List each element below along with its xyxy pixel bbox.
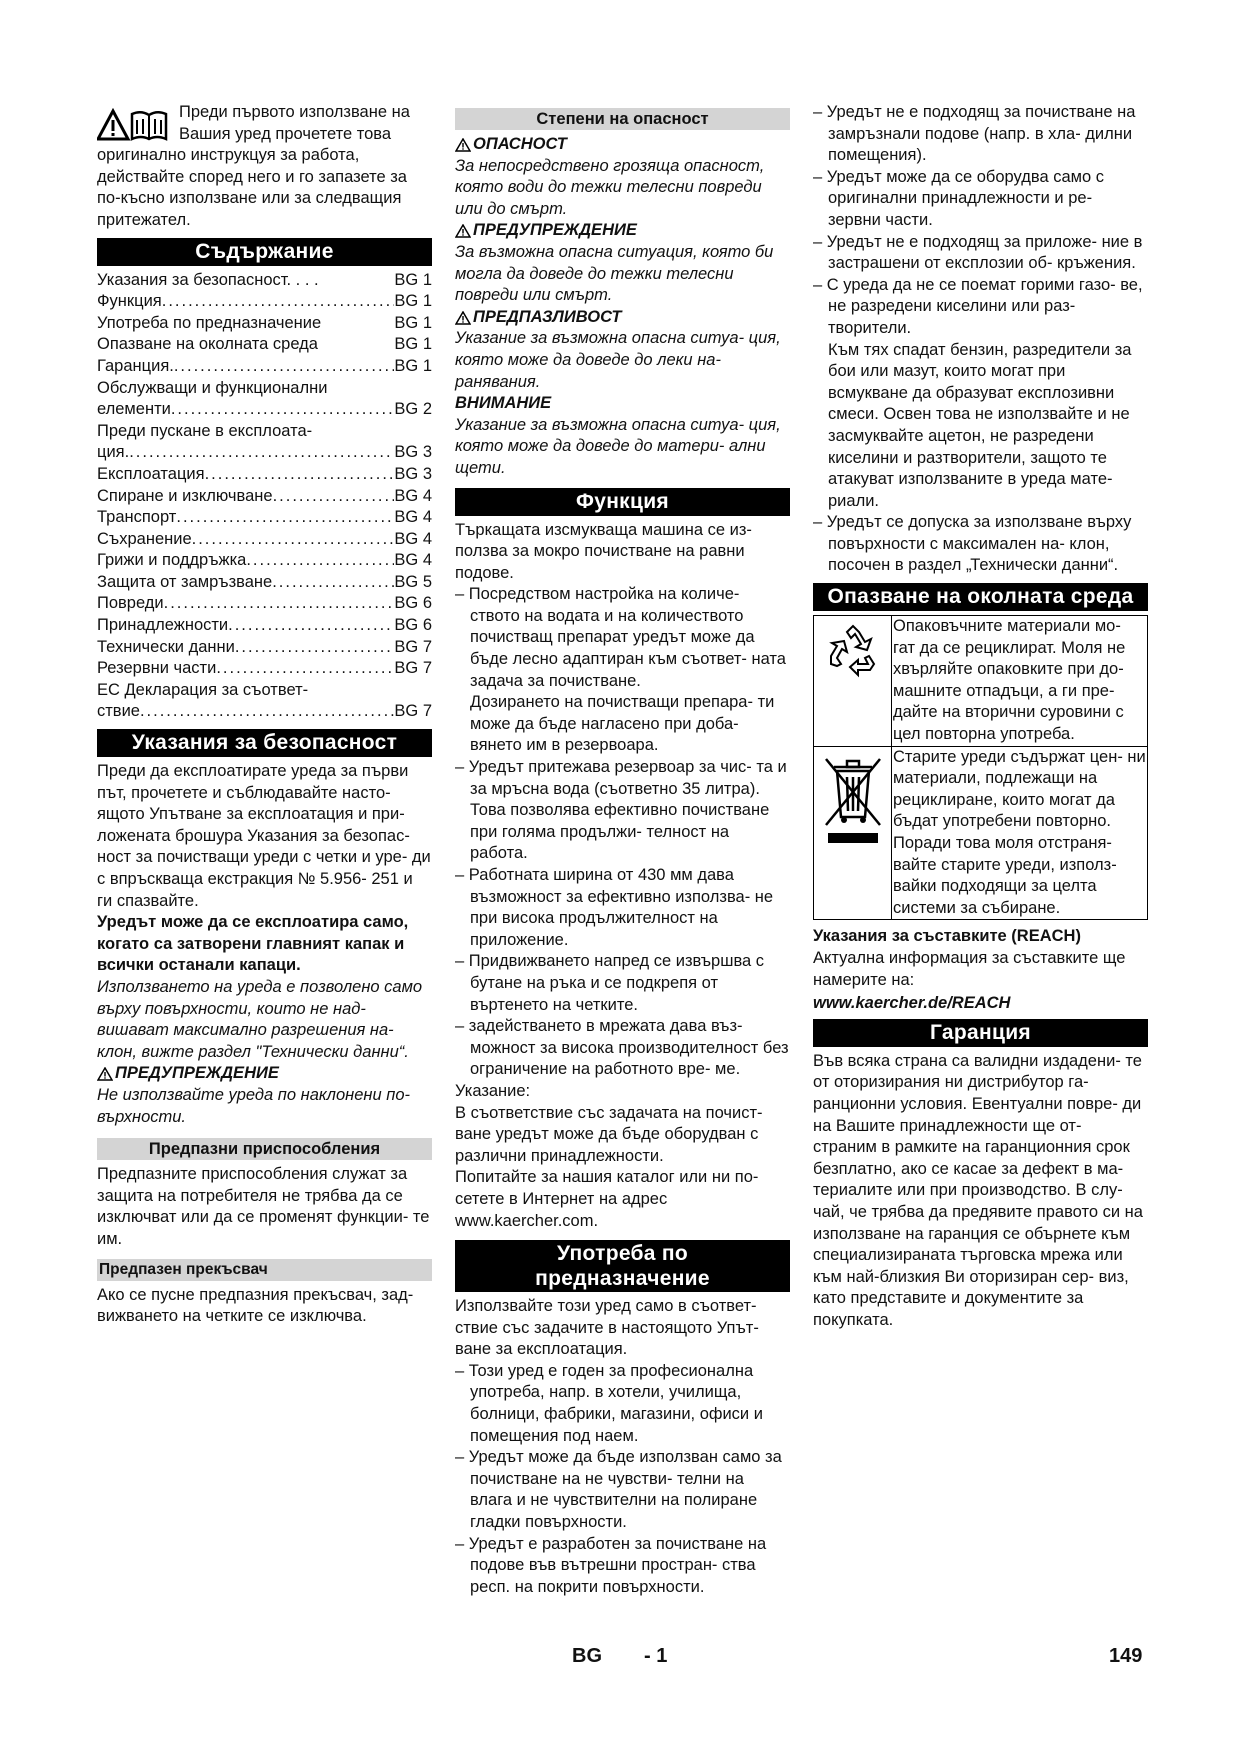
intended-use-heading xyxy=(455,1240,790,1292)
toc-entry[interactable] xyxy=(97,399,432,421)
toc-entry[interactable] xyxy=(97,356,432,378)
toc-entry[interactable] xyxy=(97,378,432,400)
column-left xyxy=(97,102,432,1328)
toc-heading: Съдържание xyxy=(97,238,432,266)
toc-entry[interactable] xyxy=(97,291,432,313)
protect-heading: Предпазни приспособления xyxy=(97,1138,432,1160)
reach-heading: Указания за съставките (REACH) xyxy=(813,927,1081,946)
intro-line: Преди първото използване на xyxy=(179,103,410,121)
danger-levels-heading: Степени на опасност xyxy=(455,108,790,130)
column-right xyxy=(813,102,1148,1331)
toc-entry-page: BG 1 xyxy=(394,335,432,354)
column-middle xyxy=(455,108,790,1598)
danger-level-text: За възможна опасна ситуация, която би могла да доведе до тежки телесни повреди или смърт. xyxy=(455,242,774,305)
toc-entry-page: BG 1 xyxy=(394,313,432,332)
danger-level-label xyxy=(455,307,790,329)
danger-level-label xyxy=(455,393,790,415)
warning-triangle-icon xyxy=(455,138,471,152)
toc-entry-page: BG 4 xyxy=(394,486,432,505)
reach-text: Актуална информация за съставките ще намерите на: xyxy=(813,948,1126,989)
safety-bold-note: Уредът може да се експлоатира само, когато са затворени главният капак и всички останали капаци. xyxy=(97,913,409,975)
intro-line: по-късно използване или за следващия xyxy=(97,189,402,208)
environment-text: Опаковъчните материали мо- гат да се рециклират. Моля не хвърляйте опаковките при до- машните отпадъци, а ги пре- дайте на вторични суровини с цел повторна употреба. xyxy=(893,617,1126,744)
intended-use-heading-line: предназначение xyxy=(535,1267,710,1291)
list-item: – Уредът не е подходящ за почистване на замръзнали подове (напр. в хла- дилни помещения). xyxy=(813,103,1136,165)
warning-triangle-icon xyxy=(97,1067,113,1081)
toc-entry-page: BG 1 xyxy=(394,270,432,289)
danger-levels xyxy=(455,134,790,480)
toc-entry-page: BG 7 xyxy=(394,702,432,721)
list-item: – С уреда да не се поемат горими газо- ве, не разредени киселини или раз- творители. xyxy=(813,275,1143,337)
footer-page-number: 149 xyxy=(1109,1645,1143,1667)
toc-entry-title: Гаранция. xyxy=(97,356,174,375)
danger-level-label-text: ОПАСНОСТ xyxy=(473,135,567,153)
toc-entry-title: Съхранение xyxy=(97,529,192,548)
toc-entry[interactable] xyxy=(97,593,432,615)
toc-entry-title: Употреба по предназначение xyxy=(97,313,322,332)
toc-entry-page: BG 6 xyxy=(394,616,432,635)
environment-icon-cell xyxy=(814,616,892,746)
toc-leader xyxy=(171,399,395,421)
warning-text: Не използвайте уреда по наклонени по- върхности. xyxy=(97,1085,411,1126)
intro-line: оригинално инструкцуя за работа, xyxy=(97,146,360,165)
danger-level-text: За непосредствено грозяща опасност, която води до тежки телесни повреди или до смърт. xyxy=(455,156,765,218)
toc-entry-page: BG 3 xyxy=(394,443,432,462)
toc-leader xyxy=(192,529,395,551)
note-text: Попитайте за нашия каталог или ни по- сетете в Интернет на адрес www.kaercher.com. xyxy=(455,1168,759,1230)
toc-leader xyxy=(273,486,395,508)
reach-link[interactable]: www.kaercher.de/REACH xyxy=(813,994,1011,1013)
toc-entry[interactable] xyxy=(97,486,432,508)
toc-leader xyxy=(176,507,394,529)
toc-entry-title: ЕС Декларация за съответ- xyxy=(97,680,309,699)
table-of-contents xyxy=(97,270,432,723)
list-item: – Посредством настройка на количе- ството на водата и на количеството почистващ препарат уредът може да бъде лесно адаптиран към съответ- ната задача за почистване. xyxy=(455,585,786,690)
toc-entry-title: Повреди xyxy=(97,594,164,613)
intro-line: притежател. xyxy=(97,210,191,229)
warning-triangle-icon xyxy=(455,224,471,238)
recycle-icon xyxy=(825,622,881,678)
list-item: – Уредът притежава резервоар за чис- та и за мръсна вода (съответно 35 литра). Това позволява ефективно почистване при голяма продължи- телност на работа. xyxy=(455,758,787,863)
toc-entry[interactable] xyxy=(97,507,432,529)
toc-entry-title: Преди пускане в експлоата- xyxy=(97,421,313,440)
toc-entry-page: BG 4 xyxy=(394,508,432,527)
list-item: – задействането в мрежата дава въз- можност за висока производителност без ограничение на работното вре- ме. xyxy=(455,1017,789,1079)
toc-entry-page: BG 6 xyxy=(394,594,432,613)
toc-entry-title: Защита от замръзване xyxy=(97,572,273,591)
safety-paragraph: Преди да експлоатирате уреда за първи път, прочетете и съблюдавайте насто- ящото Упътване за експлоатация и при- ложената брошура Указания за безопас- ност за почистващи уреди с четки и уре- ди с впръскваща екстракция № 5.956- 251 и ги спазвайте. xyxy=(97,762,431,910)
list-item: – Уредът може да бъде използван само за почистване на не чувстви- телни на влага и не чувствителни на полиране гладки повърхности. xyxy=(455,1448,782,1532)
list-item: – Уредът е разработен за почистване на подове във вътрешни простран- ства респ. на покрити повърхности. xyxy=(455,1534,767,1596)
danger-level-label-text: ПРЕДУПРЕЖДЕНИЕ xyxy=(473,221,637,240)
toc-leader xyxy=(272,572,394,594)
safety-heading: Указания за безопасност xyxy=(97,729,432,757)
intended-use-intro: Използвайте този уред само в съответ- ствие със задачите в настоящото Упът- ване за експлоатация. xyxy=(455,1297,759,1359)
danger-level-label xyxy=(455,134,790,156)
toc-entry[interactable] xyxy=(97,421,432,443)
toc-entry[interactable] xyxy=(97,270,432,292)
toc-leader xyxy=(129,442,394,464)
toc-entry-page: BG 7 xyxy=(394,659,432,678)
intended-use-heading-line: Употреба по xyxy=(556,1242,689,1266)
toc-entry-title: Обслужващи и функционални xyxy=(97,378,328,397)
footer-page: - 1 xyxy=(644,1645,668,1667)
danger-level-label xyxy=(455,220,790,242)
toc-entry[interactable] xyxy=(97,550,432,572)
toc-entry[interactable] xyxy=(97,313,432,335)
intro-line: Вашия уред прочетете това xyxy=(179,124,392,143)
toc-leader xyxy=(140,701,394,723)
toc-entry[interactable] xyxy=(97,442,432,464)
protect-text: Предпазните приспособления служат за защита на потребителя не трябва да се изключват или да се променят функции- те им. xyxy=(97,1165,430,1248)
environment-table xyxy=(813,615,1148,920)
toc-entry[interactable] xyxy=(97,637,432,659)
note-text: В съответствие със задачата на почист- ване уредът може да бъде оборудван с различни принадлежности. xyxy=(455,1103,763,1165)
toc-leader xyxy=(174,356,395,378)
toc-entry-page: BG 4 xyxy=(394,551,432,570)
toc-entry-title: Технически данни xyxy=(97,637,235,656)
toc-entry[interactable] xyxy=(97,680,432,702)
toc-entry[interactable] xyxy=(97,615,432,637)
toc-entry-title: ствие xyxy=(97,702,140,721)
toc-entry-title: Транспорт xyxy=(97,508,177,527)
danger-level-label-text: ВНИМАНИЕ xyxy=(455,394,552,413)
toc-entry-page: BG 5 xyxy=(394,572,432,591)
toc-entry-title: Експлоатация xyxy=(97,464,205,483)
list-item: – Този уред е годен за професионална употреба, напр. в хотели, училища, болници, фабрики, магазини, офиси и помещения под наем. xyxy=(455,1361,763,1445)
toc-entry[interactable] xyxy=(97,464,432,486)
environment-icon-cell xyxy=(814,747,892,920)
toc-leader xyxy=(205,464,395,486)
toc-entry[interactable] xyxy=(97,334,432,356)
toc-leader xyxy=(246,550,394,572)
function-dosing: Дозирането на почистващи препара- ти може да бъде нагласено при доба- вянето им в резервоара. xyxy=(470,693,775,755)
toc-entry-page: BG 1 xyxy=(394,292,432,311)
toc-leader xyxy=(164,593,395,615)
warning-label-text: ПРЕДУПРЕЖДЕНИЕ xyxy=(115,1064,279,1083)
danger-level-text: Указание за възможна опасна ситуа- ция, която може да доведе до леки на- ранявания. xyxy=(455,329,781,391)
toc-entry-title: Функция xyxy=(97,292,162,311)
toc-entry-title: Спиране и изключване xyxy=(97,486,273,505)
switch-heading: Предпазен прекъсвач xyxy=(97,1259,432,1281)
toc-entry-title: Указания за безопасност. . . . xyxy=(97,270,319,289)
weee-bin-icon xyxy=(820,753,886,849)
function-intro: Търкащата изсмукваща машина се из- ползва за мокро почистване на равни подове. xyxy=(455,520,752,582)
toc-entry-title: ция. xyxy=(97,443,130,462)
toc-leader xyxy=(228,615,394,637)
warning-manual-icon xyxy=(97,108,169,142)
toc-leader xyxy=(162,291,395,313)
danger-level-label-text: ПРЕДПАЗЛИВОСТ xyxy=(473,307,622,326)
toc-entry-title: Принадлежности xyxy=(97,616,229,635)
warranty-text: Във всяка страна са валидни издадени- те от оторизирания ни дистрибутор га- ранционни условия. Евентуални повре- ди на Вашите принадлежности ще от- страним в рамките на гаранционния срок безплатно, ако се касае за дефект в ма- териалите или при производство. В слу- чай, че трябва да предявите правото си на използване на гаранция се обърнете към специализираната търговска мрежа или към най-близкия Ви оторизиран сер- виз, като представите и документите за покупката. xyxy=(813,1051,1143,1329)
toc-leader xyxy=(216,658,394,680)
toc-entry[interactable] xyxy=(97,701,432,723)
note-label: Указание: xyxy=(455,1081,531,1100)
intro-icons xyxy=(97,108,169,149)
toc-entry[interactable] xyxy=(97,658,432,680)
environment-text: Старите уреди съдържат цен- ни материали, подлежащи на рециклиране, които могат да бъдат употребени повторно. Поради това моля отстраня- вайте старите уреди, използ- вайки подходящи за целта системи за събиране. xyxy=(893,747,1146,917)
warranty-heading: Гаранция xyxy=(813,1019,1148,1047)
footer-language: BG xyxy=(572,1645,602,1667)
toc-entry-title: елементи xyxy=(97,400,171,419)
toc-entry[interactable] xyxy=(97,572,432,594)
solvent-note: Към тях спадат бензин, разредители за бои или мазут, които могат при всмукване да образуват експлозивни смеси. Освен това не използвайте и не засмуквайте ацетон, не разредени киселини и разтворители, защото те атакуват използваните в уреда мате- риали. xyxy=(828,340,1132,510)
toc-entry-title: Грижи и поддръжка xyxy=(97,551,247,570)
switch-text: Ако се пусне предпазния прекъсвач, зад- вижването на четките се изключва. xyxy=(97,1285,414,1326)
toc-entry-page: BG 2 xyxy=(394,400,432,419)
environment-heading: Опазване на околната среда xyxy=(813,583,1148,611)
list-item: – Уредът може да се оборудва само с оригинални принадлежности и ре- зервни части. xyxy=(813,167,1104,229)
intro-block xyxy=(97,102,432,232)
function-heading: Функция xyxy=(455,488,790,516)
list-item: – Уредът не е подходящ за приложе- ние в застрашени от експлозии об- кръжения. xyxy=(813,232,1143,273)
toc-entry-page: BG 3 xyxy=(394,464,432,483)
toc-leader xyxy=(235,637,395,659)
toc-entry-title: Опазване на околната среда xyxy=(97,335,318,354)
toc-entry[interactable] xyxy=(97,529,432,551)
warning-label xyxy=(97,1063,432,1085)
toc-entry-title: Резервни части xyxy=(97,659,217,678)
safety-italic-note: Използването на уреда е позволено само върху повърхности, които не над- вишават максимално разрешения на- клон, вижте раздел "Технически данни“. xyxy=(97,977,423,1061)
intro-line: действайте според него и го запазете за xyxy=(97,167,407,186)
toc-entry-page: BG 7 xyxy=(394,637,432,656)
environment-row xyxy=(814,747,1147,920)
list-item: – Придвижването напред се извършва с бутане на ръка и се подкрепя от въртенето на четките. xyxy=(455,952,765,1014)
danger-level-text: Указание за възможна опасна ситуа- ция, която може да доведе до матери- ални щети. xyxy=(455,415,781,477)
list-item: – Работната ширина от 430 мм дава възможност за ефективно използва- не при висока продължителност на приложение. xyxy=(455,866,774,949)
list-item: – Уредът се допуска за използване върху повърхности с максимален на- клон, посочен в раздел „Технически данни“. xyxy=(813,513,1132,575)
toc-entry-page: BG 4 xyxy=(394,529,432,548)
environment-row xyxy=(814,616,1147,747)
warning-triangle-icon xyxy=(455,311,471,325)
toc-entry-page: BG 1 xyxy=(394,356,432,375)
